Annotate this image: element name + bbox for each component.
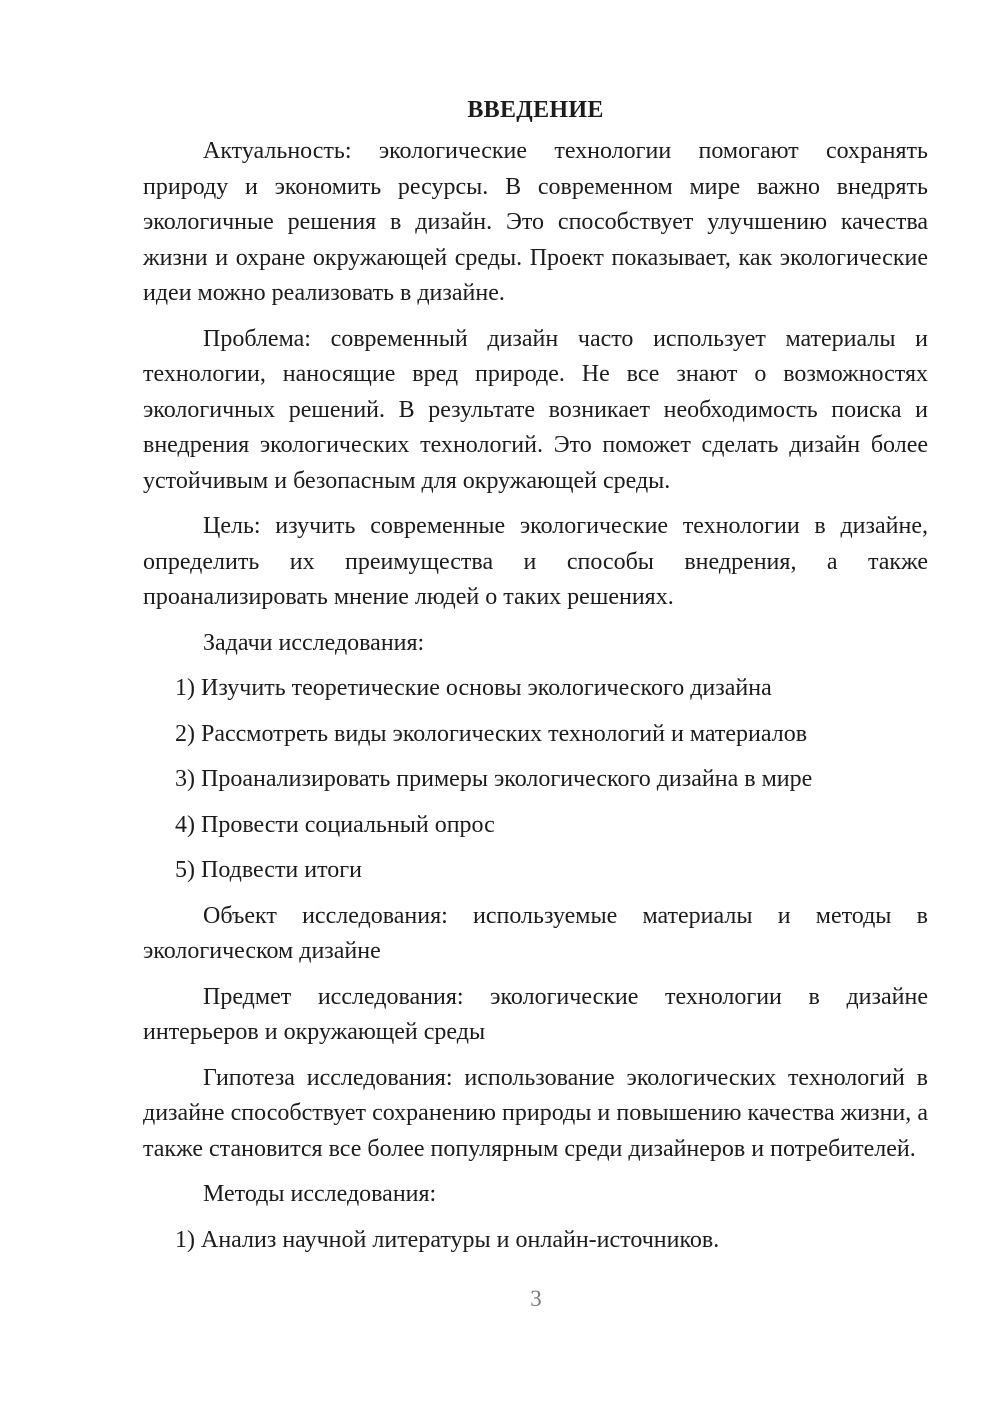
task-item-4: 4) Провести социальный опрос xyxy=(175,811,495,838)
task-item-5: 5) Подвести итоги xyxy=(175,857,362,883)
relevance-paragraph: Актуальность: экологические технологии помогают сохранять природу и экономить ресурсы. В современном мире важно внедрять экологичные решения в дизайн. Это способствует улучшению качества жизни и охране окружающей среды. Проект показывает, как экологические идеи можно реализовать в дизайне. xyxy=(143,138,928,306)
task-item-2: 2) Рассмотреть виды экологических технологий и материалов xyxy=(175,720,808,747)
task-item-3: 3) Проанализировать примеры экологического дизайна в мире xyxy=(175,766,813,792)
goal-paragraph: Цель: изучить современные экологические технологии в дизайне, определить их преимущества и способы внедрения, а также проанализировать мнение людей о таких решениях. xyxy=(143,513,928,610)
tasks-title: Задачи исследования: xyxy=(203,629,425,656)
subject-paragraph: Предмет исследования: экологические технологии в дизайне интерьеров и окружающей среды xyxy=(143,983,928,1045)
method-item-1: 1) Анализ научной литературы и онлайн-источников. xyxy=(175,1226,720,1253)
object-paragraph: Объект исследования: используемые материалы и методы в экологическом дизайне xyxy=(143,902,928,964)
methods-title: Методы исследования: xyxy=(203,1181,437,1207)
section-heading: ВВЕДЕНИЕ xyxy=(467,97,604,123)
page-content xyxy=(143,92,928,1258)
task-item-1: 1) Изучить теоретические основы экологического дизайна xyxy=(175,675,772,701)
problem-paragraph: Проблема: современный дизайн часто использует материалы и технологии, наносящие вред природе. Не все знают о возможностях экологичных решений. В результате возникает необходимость поиска и внедрения экологических технологий. Это поможет сделать дизайн более устойчивым и безопасным для окружающей среды. xyxy=(143,325,928,494)
hypothesis-paragraph: Гипотеза исследования: использование экологических технологий в дизайне способствует сохранению природы и повышению качества жизни, а также становится все более популярным среди дизайнеров и потребителей. xyxy=(143,1064,928,1162)
page-number: 3 xyxy=(530,1286,542,1311)
